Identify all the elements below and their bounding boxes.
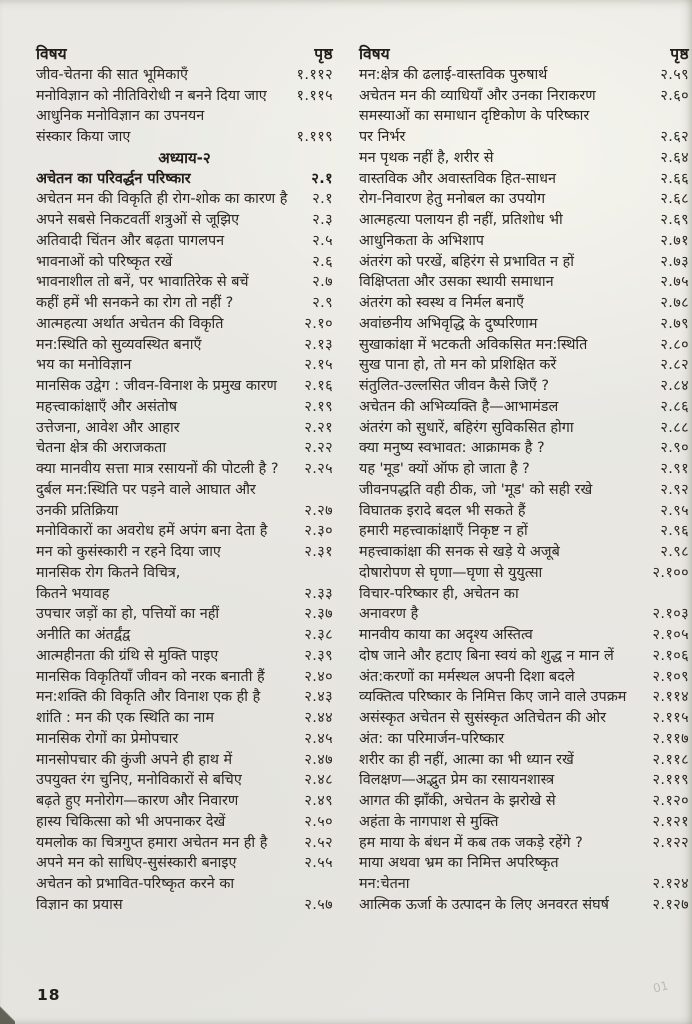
toc-row — [36, 874, 333, 895]
toc-row — [36, 501, 333, 522]
toc-entry-page: २.३३ — [304, 585, 333, 602]
toc-entry-title: महत्त्वाकांक्षाएँ और असंतोष — [36, 398, 178, 415]
toc-row — [36, 480, 333, 501]
toc-entry-page: २.१५ — [304, 357, 333, 374]
toc-entry-title: समस्याओं का समाधान दृष्टिकोण के परिष्कार — [359, 108, 590, 125]
toc-entry-title: हास्य चिकित्सा को भी अपनाकर देखें — [36, 813, 226, 830]
toc-entry-page: २.१०३ — [652, 606, 689, 623]
toc-entry-title: अंतरंग को सुधारें, बहिरंग सुविकसित होगा — [359, 419, 574, 436]
toc-entry-page: २.५२ — [304, 834, 333, 851]
toc-entry-title: अहंता के नागपाश से मुक्ति — [359, 813, 499, 830]
toc-entry-page: २.४३ — [304, 689, 333, 706]
toc-row — [36, 293, 333, 314]
toc-entry-title: बढ़ते हुए मनोरोग—कारण और निवारण — [36, 793, 239, 809]
toc-row — [359, 853, 689, 874]
toc-entry-page: २.७९ — [660, 315, 689, 332]
toc-row — [36, 314, 333, 335]
toc-row — [36, 169, 333, 190]
toc-entry-title: संतुलित-उल्लसित जीवन कैसे जिएँ ? — [359, 378, 550, 394]
toc-entry-title: उत्तेजना, आवेश और आहार — [36, 419, 180, 436]
toc-entry-title: भावनाशील तो बनें, पर भावातिरेक से बचें — [36, 274, 249, 291]
toc-entry-page: २.६४ — [660, 149, 689, 166]
corner-mark: 01 — [651, 978, 670, 996]
toc-row — [359, 376, 689, 397]
toc-row — [36, 750, 333, 771]
toc-entry-title: अपने सबसे निकटवर्ती शत्रुओं से जूझिए — [36, 212, 240, 228]
toc-entry-title: दोषारोपण से घृणा—घृणा से युयुत्सा — [359, 564, 543, 581]
toc-entry-page: २.१०९ — [652, 668, 689, 685]
toc-entry-page: २.७५ — [660, 274, 689, 291]
toc-entry-title: रोग-निवारण हेतु मनोबल का उपयोग — [359, 191, 546, 208]
toc-entry-page: २.१२७ — [652, 896, 689, 913]
toc-row — [36, 770, 333, 791]
toc-entry-page: २.९१ — [660, 461, 689, 477]
toc-row — [36, 708, 333, 729]
toc-entry-page: २.५० — [304, 813, 333, 830]
toc-row — [359, 355, 689, 376]
toc-row — [359, 895, 689, 916]
toc-row — [36, 252, 333, 273]
toc-entry-title: मानसिक रोगों का प्रेमोपचार — [36, 730, 179, 747]
toc-entry-title: सुख पाना हो, तो मन को प्रशिक्षित करें — [359, 357, 557, 374]
toc-entry-title: यमलोक का चित्रगुप्त हमारा अचेतन मन ही है — [36, 834, 268, 851]
toc-entry-title: अचेतन का परिवर्द्धन परिष्कार — [36, 170, 191, 187]
chapter-heading: अध्याय-२ — [158, 148, 211, 167]
toc-page-header: पृष्ठ — [314, 45, 333, 63]
toc-entry-page: २.९२ — [660, 481, 689, 498]
toc-row — [36, 687, 333, 708]
toc-row — [36, 895, 333, 916]
toc-entry-title: अचेतन को प्रभावित-परिष्कृत करने का — [36, 876, 235, 892]
toc-row — [36, 335, 333, 356]
toc-entry-page: २.१०६ — [652, 647, 689, 664]
toc-row — [36, 729, 333, 750]
toc-entry-title: मन:चेतना — [359, 876, 410, 892]
toc-entry-page: २.१० — [304, 315, 333, 332]
toc-entry-title: हमारी महत्त्वाकांक्षाएँ निकृष्ट न हों — [359, 523, 528, 540]
toc-entry-page: २.९८ — [660, 544, 689, 560]
toc-row — [359, 480, 689, 501]
toc-entry-page: २.३० — [304, 523, 333, 540]
toc-row — [359, 169, 689, 190]
toc-row — [359, 584, 689, 605]
toc-entry-title: विक्षिप्तता और उसका स्थायी समाधान — [359, 274, 554, 291]
toc-row — [36, 563, 333, 584]
toc-entry-title: अचेतन की अभिव्यक्ति है—आभामंडल — [359, 398, 559, 415]
toc-entry-title: हम माया के बंधन में कब तक जकड़े रहेंगे ? — [359, 834, 583, 851]
toc-entry-title: संस्कार किया जाए — [36, 129, 131, 145]
toc-entry-title: उनकी प्रतिक्रिया — [36, 502, 119, 519]
toc-row — [359, 667, 689, 688]
toc-entry-title: अतिवादी चिंतन और बढ़ता पागलपन — [36, 232, 225, 249]
toc-entry-page: २.७१ — [660, 232, 689, 249]
toc-page-header: पृष्ठ — [670, 45, 689, 63]
toc-entry-page: २.८६ — [660, 398, 689, 415]
toc-column-left — [36, 44, 333, 916]
toc-row — [359, 729, 689, 750]
toc-entry-page: २.५७ — [304, 896, 333, 913]
toc-entry-page: २.४७ — [304, 751, 333, 768]
toc-entry-title: अचेतन मन की व्याधियाँ और उनका निराकरण — [359, 87, 596, 104]
toc-row — [359, 563, 689, 584]
toc-row — [36, 376, 333, 397]
toc-entry-page: २.४८ — [304, 772, 333, 789]
toc-row — [359, 314, 689, 335]
toc-entry-page: २.१९ — [304, 398, 333, 415]
toc-entry-title: मानसोपचार की कुंजी अपने ही हाथ में — [36, 751, 233, 768]
toc-entry-page: २.११७ — [652, 730, 689, 747]
toc-subject-header: विषय — [36, 45, 67, 63]
toc-row — [36, 127, 333, 148]
toc-entry-title: अचेतन मन की विकृति ही रोग-शोक का कारण है — [36, 191, 288, 208]
toc-entry-page: २.१ — [311, 170, 333, 187]
toc-row — [359, 210, 689, 231]
toc-row — [359, 127, 689, 148]
toc-row — [359, 521, 689, 542]
toc-row — [359, 833, 689, 854]
toc-entry-title: शरीर का ही नहीं, आत्मा का भी ध्यान रखें — [359, 751, 574, 768]
toc-entry-title: मानवीय काया का अदृश्य अस्तित्व — [359, 627, 533, 643]
toc-entry-title: क्या मानवीय सत्ता मात्र रसायनों की पोटली है ? — [36, 461, 279, 477]
toc-entry-page: २.३८ — [304, 627, 333, 643]
toc-row — [36, 397, 333, 418]
toc-entry-title: महत्त्वाकांक्षा की सनक से खड़े ये अजूबे — [359, 544, 560, 560]
toc-row — [359, 708, 689, 729]
toc-entry-page: २.९५ — [660, 502, 689, 519]
toc-row — [36, 86, 333, 107]
toc-row — [359, 252, 689, 273]
toc-entry-page: २.६ — [312, 253, 333, 270]
toc-row — [359, 148, 689, 169]
toc-row — [36, 106, 333, 127]
toc-entry-title: जीव-चेतना की सात भूमिकाएँ — [36, 66, 189, 83]
toc-entry-title: कहीं हमें भी सनकने का रोग तो नहीं ? — [36, 295, 234, 311]
toc-entry-page: २.९६ — [660, 523, 689, 540]
toc-row — [359, 231, 689, 252]
toc-row — [36, 459, 333, 480]
toc-row — [36, 646, 333, 667]
toc-entry-page: २.१२२ — [652, 834, 689, 851]
toc-entry-title: विलक्षण—अद्भुत प्रेम का रसायनशास्त्र — [359, 772, 555, 789]
toc-column-right — [359, 44, 689, 916]
toc-entry-page: २.९ — [312, 295, 333, 311]
toc-row — [359, 687, 689, 708]
toc-entry-page: २.६८ — [660, 191, 689, 208]
toc-row — [359, 604, 689, 625]
toc-entry-title: अनीति का अंतर्द्वंद्व — [36, 627, 131, 643]
toc-row — [359, 625, 689, 646]
toc-row — [359, 86, 689, 107]
toc-entry-page: १.११२ — [296, 66, 333, 83]
toc-row — [359, 272, 689, 293]
toc-row — [359, 646, 689, 667]
toc-entry-page: २.२२ — [304, 440, 333, 457]
page-curl-shadow — [0, 1002, 15, 1024]
toc-row — [359, 459, 689, 480]
toc-row — [36, 625, 333, 646]
toc-row — [359, 65, 689, 86]
toc-entry-page: २.५९ — [660, 66, 689, 83]
toc-row — [359, 812, 689, 833]
toc-entry-page: २.६९ — [660, 212, 689, 228]
toc-entry-title: असंस्कृत अचेतन से सुसंस्कृत अतिचेतन की ओर — [359, 710, 607, 726]
toc-subject-header: विषय — [359, 45, 390, 63]
toc-row — [36, 418, 333, 439]
toc-row — [36, 542, 333, 563]
toc-entry-page: २.६२ — [660, 129, 689, 145]
toc-row — [36, 189, 333, 210]
toc-row — [36, 853, 333, 874]
toc-header-row — [36, 44, 333, 65]
toc-entry-title: मन:शक्ति की विकृति और विनाश एक ही है — [36, 689, 261, 706]
toc-row — [36, 210, 333, 231]
toc-entry-title: मन पृथक नहीं है, शरीर से — [359, 149, 494, 166]
toc-entry-page: २.३९ — [304, 647, 333, 664]
toc-entry-page: २.४५ — [304, 730, 333, 747]
toc-entry-title: उपयुक्त रंग चुनिए, मनोविकारों से बचिए — [36, 772, 242, 789]
toc-entry-page: २.४० — [304, 668, 333, 685]
toc-entry-title: दोष जाने और हटाए बिना स्वयं को शुद्ध न मान लें — [359, 647, 614, 664]
toc-entry-title: आगत की झाँकी, अचेतन के झरोखे से — [359, 793, 556, 809]
toc-row — [36, 355, 333, 376]
toc-entry-page: २.११८ — [652, 751, 689, 768]
toc-entry-page: २.८० — [660, 336, 689, 353]
toc-entry-title: दुर्बल मन:स्थिति पर पड़ने वाले आघात और — [36, 481, 256, 498]
toc-row — [359, 106, 689, 127]
toc-entry-page: २.१२० — [652, 793, 689, 809]
toc-entry-page: २.५५ — [304, 855, 333, 872]
toc-entry-title: मन को कुसंस्कारी न रहने दिया जाए — [36, 544, 221, 560]
toc-entry-title: मनोविकारों का अवरोध हमें अपंग बना देता है — [36, 523, 268, 540]
toc-row — [36, 812, 333, 833]
toc-entry-page: २.१२१ — [652, 813, 689, 830]
toc-entry-title: वास्तविक और अवास्तविक हित-साधन — [359, 170, 557, 187]
toc-entry-page: २.९० — [660, 440, 689, 457]
toc-entry-title: चेतना क्षेत्र की अराजकता — [36, 440, 167, 457]
toc-entry-page: २.१६ — [304, 378, 333, 394]
toc-entry-page: २.७ — [312, 274, 333, 291]
toc-entry-page: २.१२४ — [652, 876, 689, 892]
toc-row — [359, 770, 689, 791]
toc-entry-page: २.४४ — [304, 710, 333, 726]
toc-entry-title: भय का मनोविज्ञान — [36, 357, 132, 374]
toc-entry-page: २.७८ — [660, 295, 689, 311]
toc-entry-title: भावनाओं को परिष्कृत रखें — [36, 253, 173, 270]
toc-entry-title: अंतरंग को स्वस्थ व निर्मल बनाएँ — [359, 295, 524, 311]
toc-entry-page: २.१३ — [304, 336, 333, 353]
toc-entry-page: २.१०० — [652, 564, 689, 581]
toc-entry-title: कितने भयावह — [36, 585, 110, 602]
toc-row — [359, 335, 689, 356]
toc-entry-page: २.१ — [312, 191, 333, 208]
toc-row — [359, 501, 689, 522]
toc-entry-page: १.११५ — [296, 87, 333, 104]
toc-entry-title: मानसिक उद्वेग : जीवन-विनाश के प्रमुख कारण — [36, 378, 277, 394]
toc-entry-title: उपचार जड़ों का हो, पत्तियों का नहीं — [36, 606, 220, 623]
toc-row — [359, 293, 689, 314]
toc-entry-page: १.११९ — [296, 129, 333, 145]
toc-row — [359, 438, 689, 459]
toc-entry-title: माया अथवा भ्रम का निमित्त अपरिष्कृत — [359, 855, 559, 872]
toc-entry-page: २.४९ — [304, 793, 333, 809]
toc-entry-page: २.३ — [312, 212, 333, 228]
toc-row — [359, 397, 689, 418]
toc-entry-page: २.८४ — [660, 378, 689, 394]
toc-entry-page: २.८२ — [660, 357, 689, 374]
toc-row — [359, 874, 689, 895]
toc-entry-title: यह 'मूड' क्यों ऑफ हो जाता है ? — [359, 461, 530, 477]
toc-entry-page: २.२७ — [304, 502, 333, 519]
toc-entry-title: विघातक इरादे बदल भी सकते हैं — [359, 502, 526, 519]
toc-header-row — [359, 44, 689, 65]
toc-row — [359, 189, 689, 210]
toc-entry-title: मन:क्षेत्र की ढलाई-वास्तविक पुरुषार्थ — [359, 66, 548, 83]
toc-entry-title: मानसिक विकृतियाँ जीवन को नरक बनाती हैं — [36, 668, 265, 685]
toc-entry-page: २.१०५ — [652, 627, 689, 643]
toc-entry-title: अनावरण है — [359, 606, 419, 623]
toc-entry-page: २.११४ — [652, 689, 689, 706]
toc-entry-title: सुखाकांक्षा में भटकती अविकसित मन:स्थिति — [359, 336, 588, 353]
toc-entry-title: मनोविज्ञान को नीतिविरोधी न बनने दिया जाए — [36, 87, 267, 104]
toc-entry-title: विचार-परिष्कार ही, अचेतन का — [359, 585, 519, 602]
toc-entry-page: २.६६ — [660, 170, 689, 187]
toc-entry-page: २.११९ — [652, 772, 689, 789]
toc-entry-title: अपने मन को साधिए-सुसंस्कारी बनाइए — [36, 855, 237, 872]
toc-entry-page: २.८८ — [660, 419, 689, 436]
toc-entry-title: आधुनिकता के अभिशाप — [359, 232, 484, 249]
toc-entry-title: आधुनिक मनोविज्ञान का उपनयन — [36, 108, 205, 125]
toc-entry-title: आत्महत्या अर्थात अचेतन की विकृति — [36, 315, 224, 332]
toc-row — [36, 231, 333, 252]
toc-entry-title: जीवनपद्धति वही ठीक, जो 'मूड' को सही रखे — [359, 481, 593, 498]
toc-entry-title: क्या मनुष्य स्वभावत: आक्रामक है ? — [359, 440, 545, 457]
toc-entry-page: २.५ — [312, 232, 333, 249]
toc-entry-page: २.२५ — [304, 461, 333, 477]
toc-entry-title: अंत: का परिमार्जन-परिष्कार — [359, 730, 505, 747]
toc-entry-title: आत्मिक ऊर्जा के उत्पादन के लिए अनवरत संघर्ष — [359, 896, 609, 913]
toc-entry-page: २.६० — [660, 87, 689, 104]
toc-entry-title: अंतरंग को परखें, बहिरंग से प्रभावित न हों — [359, 253, 575, 270]
toc-entry-title: आत्महत्या पलायन ही नहीं, प्रतिशोध भी — [359, 212, 563, 228]
toc-entry-page: २.११५ — [652, 710, 689, 726]
toc-entry-title: अवांछनीय अभिवृद्धि के दुष्परिणाम — [359, 315, 538, 332]
toc-row — [36, 65, 333, 86]
chapter-heading-row — [36, 148, 333, 169]
toc-row — [36, 272, 333, 293]
toc-row — [359, 542, 689, 563]
toc-entry-title: विज्ञान का प्रयास — [36, 896, 123, 913]
toc-entry-title: आत्महीनता की ग्रंथि से मुक्ति पाइए — [36, 647, 219, 664]
toc-row — [359, 791, 689, 812]
toc-row — [36, 521, 333, 542]
toc-row — [36, 604, 333, 625]
toc-entry-page: २.३१ — [304, 544, 333, 560]
toc-entry-page: २.७३ — [660, 253, 689, 270]
toc-row — [359, 750, 689, 771]
toc-row — [36, 438, 333, 459]
toc-entry-title: पर निर्भर — [359, 129, 406, 145]
toc-entry-title: मन:स्थिति को सुव्यवस्थित बनाएँ — [36, 336, 202, 353]
toc-entry-page: २.३७ — [304, 606, 333, 623]
toc-row — [36, 833, 333, 854]
toc-entry-title: अंत:करणों का मर्मस्थल अपनी दिशा बदले — [359, 668, 575, 685]
toc-entry-title: मानसिक रोग कितने विचित्र, — [36, 564, 181, 581]
toc-entry-title: शांति : मन की एक स्थिति का नाम — [36, 710, 214, 726]
page-number: 18 — [37, 986, 61, 1004]
toc-row — [36, 791, 333, 812]
toc-row — [359, 418, 689, 439]
toc-entry-page: २.२१ — [304, 419, 333, 436]
toc-row — [36, 667, 333, 688]
toc-entry-title: व्यक्तित्व परिष्कार के निमित्त किए जाने वाले उपक्रम — [359, 689, 627, 706]
toc-row — [36, 584, 333, 605]
